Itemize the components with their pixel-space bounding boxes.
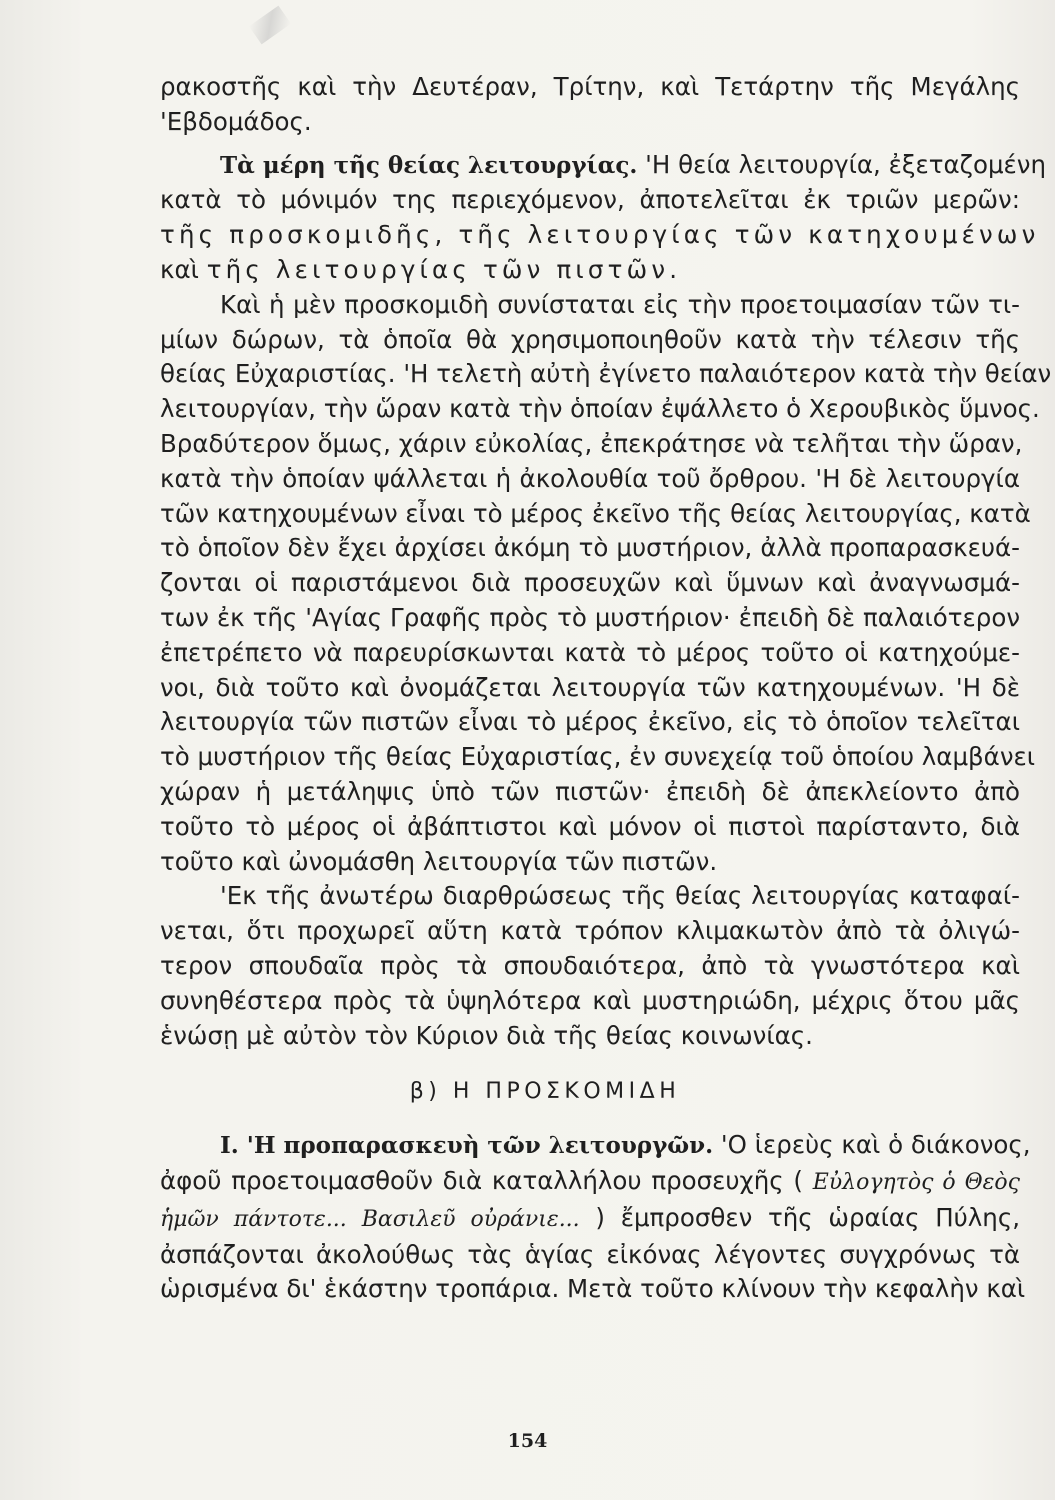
text-line: ὡρισμένα δι' ἑκάστην τροπάρια. Μετὰ τοῦτο κλίνουν τὴν κεφαλὴν καὶ — [160, 1274, 1026, 1304]
text-span: τῆς λειτουργίας τῶν πιστῶν. — [206, 254, 682, 284]
text-line: Βραδύτερον ὅμως, χάριν εὐκολίας, ἐπεκράτησε νὰ τελῆται τὴν ὥραν, — [160, 428, 1023, 458]
paragraph-continued — [160, 70, 1020, 140]
text-line — [160, 1128, 1031, 1164]
italic-quote: ἡμῶν πάντοτε... Βασιλεῦ οὐράνιε... — [160, 1206, 580, 1232]
page-smudge — [249, 6, 291, 45]
paragraph-structure — [160, 879, 1020, 1053]
text-line: τοῦτο καὶ ὠνομάσθη λειτουργία τῶν πιστῶν. — [160, 846, 718, 876]
text-line: ἑνώσῃ μὲ αὐτὸν τὸν Κύριον διὰ τῆς θείας κοινωνίας. — [160, 1020, 813, 1050]
text-line: νεται, ὅτι προχωρεῖ αὕτη κατὰ τρόπον κλιμακωτὸν ἀπὸ τὰ ὀλιγώ- — [160, 916, 1020, 946]
text-line: χώραν ἡ μετάληψις ὑπὸ τῶν πιστῶν· ἐπειδὴ δὲ ἀπεκλείοντο ἀπὸ — [160, 776, 1020, 806]
body-text — [160, 70, 1052, 1307]
paragraph-parts — [160, 148, 1047, 288]
text-line: των ἐκ τῆς 'Αγίας Γραφῆς πρὸς τὸ μυστήριον· ἐπειδὴ δὲ παλαιότερον — [160, 602, 1020, 632]
text-span: ) ἔμπροσθεν τῆς ὡραίας Πύλης, — [595, 1202, 1020, 1232]
run-in-heading: Ι. 'Η προπαρασκευὴ τῶν λειτουργῶν. — [220, 1132, 714, 1160]
paragraph-preparation — [160, 1128, 1031, 1307]
text-line: συνηθέστερα πρὸς τὰ ὑψηλότερα καὶ μυστηριώδη, μέχρις ὅτου μᾶς — [160, 985, 1020, 1015]
text-span: 'Η θεία λειτουργία, ἐξεταζομένη — [645, 149, 1047, 179]
text-line: ἐπετρέπετο νὰ παρευρίσκωνται κατὰ τὸ μέρος τοῦτο οἱ κατηχούμε- — [160, 637, 1020, 667]
text-line: κατὰ τὴν ὁποίαν ψάλλεται ἡ ἀκολουθία τοῦ ὄρθρου. 'Η δὲ λειτουργία — [160, 463, 1020, 493]
text-line: κατὰ τὸ μόνιμόν της περιεχόμενον, ἀποτελεῖται ἐκ τριῶν μερῶν: — [160, 185, 1020, 215]
text-line: ρακοστῆς καὶ τὴν Δευτέραν, Τρίτην, καὶ Τετάρτην τῆς Μεγάλης — [160, 72, 1020, 101]
text-line: τὸ ὁποῖον δὲν ἔχει ἀρχίσει ἀκόμη τὸ μυστήριον, ἀλλὰ προπαρασκευά- — [160, 533, 1020, 563]
text-line: λειτουργίαν, τὴν ὥραν κατὰ τὴν ὁποίαν ἐψάλλετο ὁ Χερουβικὸς ὕμνος. — [160, 394, 1040, 424]
text-line — [160, 253, 1020, 288]
text-line — [160, 1164, 1020, 1201]
text-line: 'Εβδομάδος. — [160, 106, 312, 136]
page-number: 154 — [507, 1430, 548, 1452]
text-span: καὶ — [160, 254, 199, 284]
text-line: Καὶ ἡ μὲν προσκομιδὴ συνίσταται εἰς τὴν προετοιμασίαν τῶν τι- — [220, 289, 1020, 319]
text-line: τῶν κατηχουμένων εἶναι τὸ μέρος ἐκεῖνο τῆς θείας λειτουργίας, κατὰ — [160, 498, 1031, 528]
text-span: 'Ο ἱερεὺς καὶ ὁ διάκονος, — [720, 1130, 1031, 1160]
text-line: νοι, διὰ τοῦτο καὶ ὀνομάζεται λειτουργία τῶν κατηχουμένων. 'Η δὲ — [160, 672, 1020, 702]
section-heading: β) Η ΠΡΟΣΚΟΜΙΔΗ — [409, 1079, 681, 1105]
text-line — [160, 1201, 1020, 1238]
text-line — [160, 148, 1047, 184]
text-line: τοῦτο τὸ μέρος οἱ ἀβάπτιστοι καὶ μόνον οἱ πιστοὶ παρίσταντο, διὰ — [160, 811, 1020, 841]
text-line: τὸ μυστήριον τῆς θείας Εὐχαριστίας, ἐν συνεχείᾳ τοῦ ὁποίου λαμβάνει — [160, 742, 1036, 772]
text-line: ἀσπάζονται ἀκολούθως τὰς ἁγίας εἰκόνας λέγοντες συγχρόνως τὰ — [160, 1239, 1020, 1269]
text-span: ἀφοῦ προετοιμασθοῦν διὰ καταλλήλου προσευχῆς ( — [160, 1165, 803, 1195]
text-line: τῆς προσκομιδῆς, τῆς λειτουργίας τῶν κατηχουμένων — [160, 220, 1040, 250]
paragraph-proskomide — [160, 288, 1052, 880]
run-in-heading: Τὰ μέρη τῆς θείας λειτουργίας. — [220, 151, 638, 179]
text-line: τερον σπουδαῖα πρὸς τὰ σπουδαιότερα, ἀπὸ τὰ γνωστότερα καὶ — [160, 950, 1020, 980]
italic-quote: Εὐλογητὸς ὁ Θεὸς — [812, 1169, 1020, 1195]
text-line: ζονται οἱ παριστάμενοι διὰ προσευχῶν καὶ ὕμνων καὶ ἀναγνωσμά- — [160, 568, 1020, 598]
text-line: 'Εκ τῆς ἀνωτέρω διαρθρώσεως τῆς θείας λειτουργίας καταφαί- — [220, 881, 1020, 911]
text-line: μίων δώρων, τὰ ὁποῖα θὰ χρησιμοποιηθοῦν κατὰ τὴν τέλεσιν τῆς — [160, 324, 1020, 354]
text-line: θείας Εὐχαριστίας. 'Η τελετὴ αὐτὴ ἐγίνετο παλαιότερον κατὰ τὴν θείαν — [160, 359, 1052, 389]
text-line: λειτουργία τῶν πιστῶν εἶναι τὸ μέρος ἐκεῖνο, εἰς τὸ ὁποῖον τελεῖται — [160, 707, 1020, 737]
